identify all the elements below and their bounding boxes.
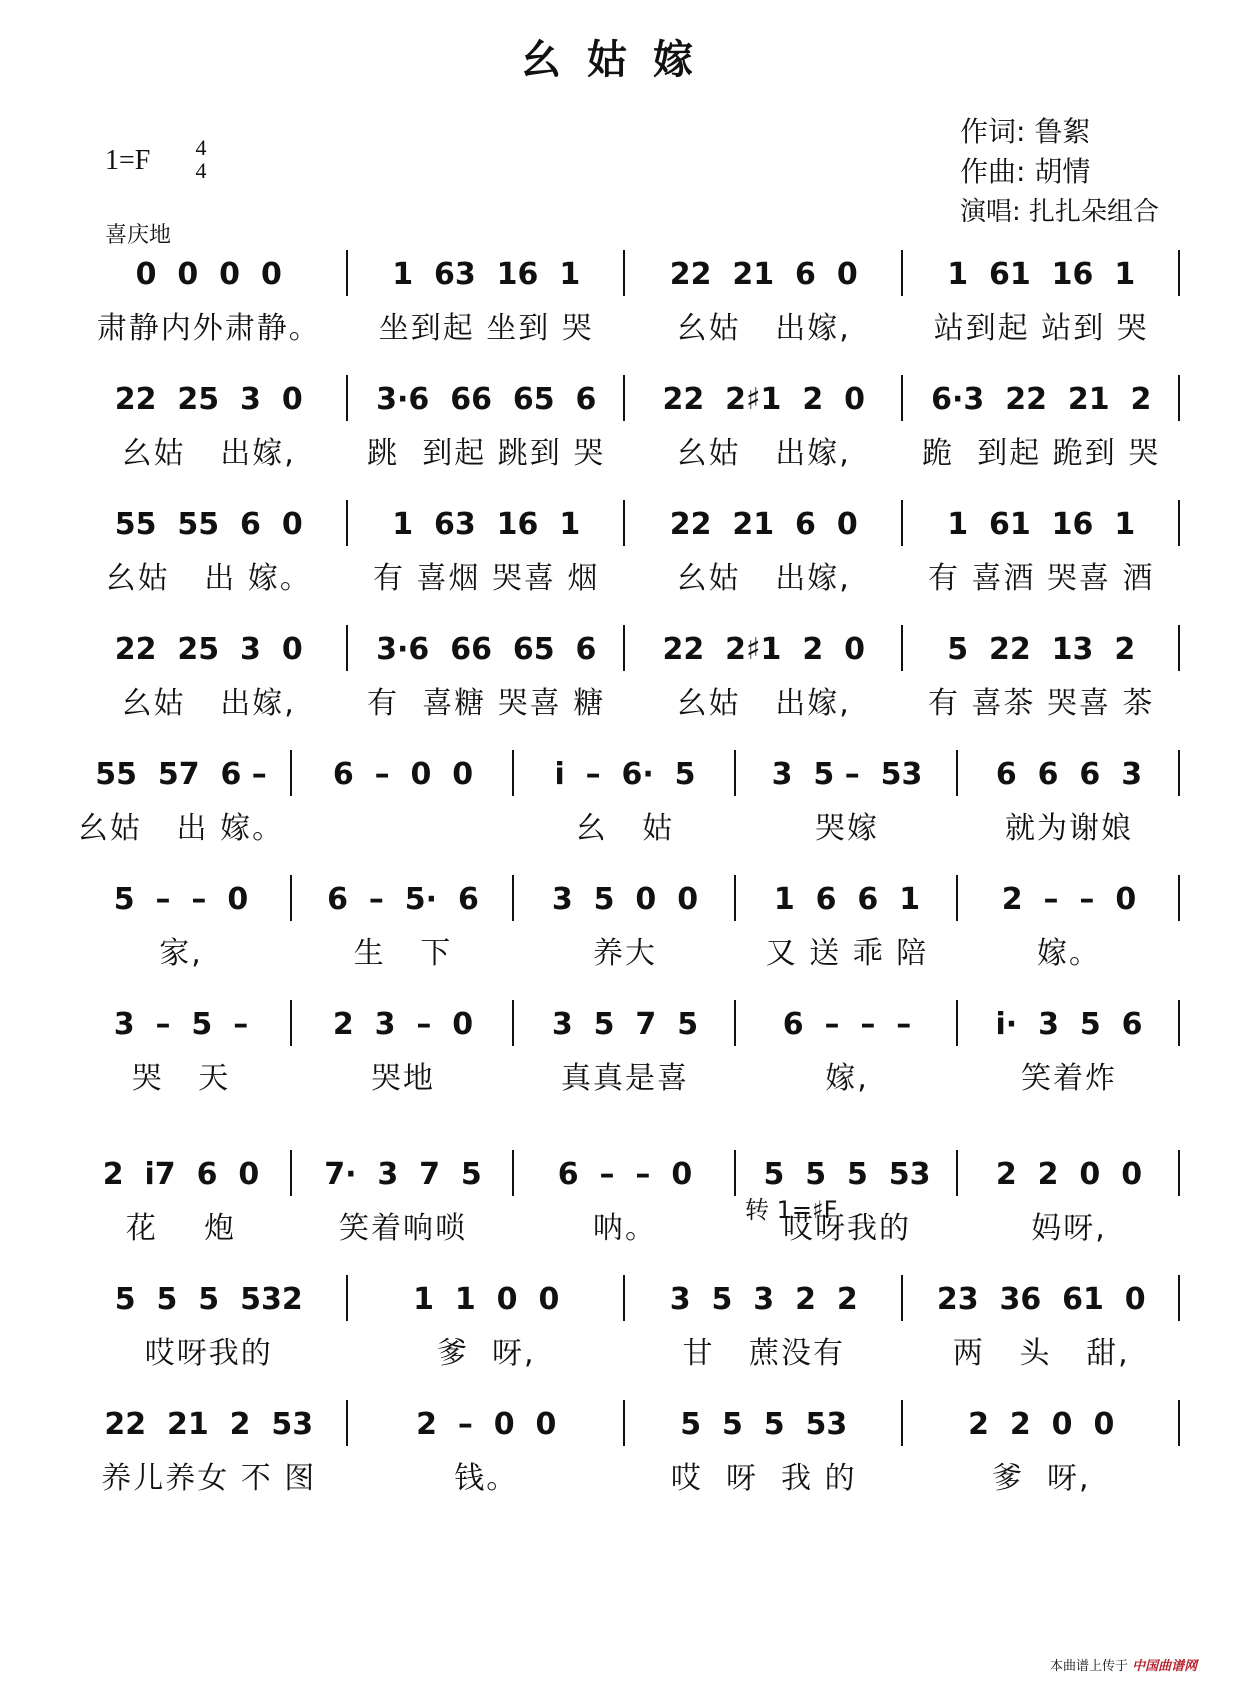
score-system <box>70 1000 1180 1110</box>
lyric-segment: 有 喜糖 哭喜 糖 <box>367 686 606 721</box>
notation-row <box>70 375 1180 423</box>
barline <box>1178 625 1180 671</box>
lyric-segment: 跪 到起 跪到 哭 <box>922 436 1161 471</box>
measure: 6 6 6 3 <box>995 756 1143 792</box>
measure: 0 0 0 0 <box>135 256 282 292</box>
barline <box>1178 375 1180 421</box>
measure: 22 21 6 0 <box>669 256 858 292</box>
measure: 1 1 0 0 <box>413 1281 560 1317</box>
measure: 1 61 16 1 <box>947 506 1136 542</box>
lyrics-row <box>70 1327 1180 1373</box>
lyric-segment: 哎呀我的 <box>783 1211 911 1246</box>
barline <box>1178 1000 1180 1046</box>
measure: 6 – 5· 6 <box>327 881 479 917</box>
barline <box>1178 750 1180 796</box>
measure: 3 5 – 53 <box>771 756 923 792</box>
lyric-segment: 幺姑 出 嫁。 <box>77 811 285 846</box>
measure: 55 55 6 0 <box>114 506 303 542</box>
lyric-segment: 爹 呀, <box>436 1336 536 1371</box>
score-system <box>70 375 1180 485</box>
measure: 2 – 0 0 <box>416 1406 557 1442</box>
time-signature-bottom: 4 <box>195 158 207 183</box>
measure: 3·6 66 65 6 <box>376 381 597 417</box>
notation-row <box>70 625 1180 673</box>
lyric-segment: 花 炮 <box>125 1211 237 1246</box>
lyric-segment: 妈呀, <box>1031 1211 1107 1246</box>
measure: 2 3 – 0 <box>332 1006 474 1042</box>
lyric-segment: 站到起 站到 哭 <box>933 311 1149 346</box>
footer <box>1050 1655 1197 1674</box>
measure: 3 5 3 2 2 <box>669 1281 858 1317</box>
lyric-segment: 肃静内外肃静。 <box>96 311 321 346</box>
credits <box>960 112 1159 232</box>
lyric-segment: 甘 蔗没有 <box>682 1336 846 1371</box>
lyric-segment: 就为谢娘 <box>1005 811 1133 846</box>
lyric-segment: 有 喜茶 哭喜 茶 <box>927 686 1155 721</box>
notation-row <box>70 250 1180 298</box>
lyricist-credit: 作词: 鲁絮 <box>960 115 1091 148</box>
score-system <box>70 1275 1180 1385</box>
measure: 3 – 5 – <box>113 1006 249 1042</box>
lyrics-row <box>70 552 1180 598</box>
lyric-segment: 幺姑 出嫁, <box>676 561 851 596</box>
measure: 2 – – 0 <box>1001 881 1137 917</box>
notation-row <box>70 750 1180 798</box>
lyrics-row <box>70 1452 1180 1498</box>
lyric-segment: 呐。 <box>593 1211 657 1246</box>
performer-credit: 演唱: 扎扎朵组合 <box>960 197 1160 227</box>
measure: 6 – 0 0 <box>332 756 474 792</box>
lyrics-row <box>70 927 1180 973</box>
lyric-segment: 哭嫁 <box>815 811 879 846</box>
score-system <box>70 500 1180 610</box>
barline <box>1178 250 1180 296</box>
measure: 22 25 3 0 <box>114 631 303 667</box>
lyrics-row <box>70 802 1180 848</box>
time-signature <box>190 136 212 182</box>
lyric-segment: 笑着响唢 <box>339 1211 467 1246</box>
lyric-segment: 养大 <box>593 936 657 971</box>
notation-row <box>70 500 1180 548</box>
lyrics-row <box>70 1052 1180 1098</box>
measure: 5 5 5 532 <box>114 1281 303 1317</box>
barline <box>1178 1150 1180 1196</box>
measure: 7· 3 7 5 <box>324 1156 482 1192</box>
measure: 6 – – – <box>782 1006 912 1042</box>
lyric-segment: 坐到起 坐到 哭 <box>378 311 594 346</box>
lyric-segment: 笑着炸 <box>1021 1061 1117 1096</box>
measure: 6 – – 0 <box>557 1156 693 1192</box>
lyric-segment: 跳 到起 跳到 哭 <box>367 436 606 471</box>
lyric-segment: 有 喜烟 哭喜 烟 <box>372 561 600 596</box>
notation-row <box>70 1150 1180 1198</box>
lyric-segment: 哎 呀 我 的 <box>670 1461 857 1496</box>
site-logo: 中国曲谱网 <box>1132 1659 1198 1674</box>
measure: 1 61 16 1 <box>947 256 1136 292</box>
lyric-segment: 又 送 乖 陪 <box>765 936 929 971</box>
lyric-segment: 幺姑 出嫁, <box>676 686 851 721</box>
lyric-segment: 两 头 甜, <box>952 1336 1130 1371</box>
score-system <box>70 1400 1180 1510</box>
measure: 5 5 5 53 <box>680 1406 848 1442</box>
song-title: 幺姑嫁 <box>521 37 719 83</box>
measure: 22 2♯1 2 0 <box>662 631 865 667</box>
lyric-segment: 钱。 <box>454 1461 519 1496</box>
measure: 3 5 7 5 <box>551 1006 699 1042</box>
lyric-segment: 真真是喜 <box>561 1061 689 1096</box>
measure: 1 6 6 1 <box>773 881 921 917</box>
lyric-segment: 嫁, <box>825 1061 869 1096</box>
measure: 6·3 22 21 2 <box>931 381 1152 417</box>
composer-credit: 作曲: 胡情 <box>960 155 1091 188</box>
barline <box>1178 1275 1180 1321</box>
score-system <box>70 250 1180 360</box>
lyric-segment: 幺 姑 <box>575 811 675 846</box>
notation-row <box>70 1400 1180 1448</box>
measure: 2 2 0 0 <box>968 1406 1115 1442</box>
barline <box>1178 1400 1180 1446</box>
score-system <box>70 750 1180 860</box>
lyric-segment: 幺姑 出 嫁。 <box>105 561 312 596</box>
lyrics-row <box>70 427 1180 473</box>
barline <box>1178 500 1180 546</box>
lyric-segment: 养儿养女 不 图 <box>101 1461 317 1496</box>
measure: 5 5 5 53 <box>763 1156 931 1192</box>
measure: 23 36 61 0 <box>936 1281 1146 1317</box>
lyrics-row <box>70 302 1180 348</box>
measure: 3·6 66 65 6 <box>376 631 597 667</box>
measure: 1 63 16 1 <box>392 256 581 292</box>
lyrics-row <box>70 677 1180 723</box>
lyric-segment: 幺姑 出嫁, <box>676 311 851 346</box>
lyrics-row <box>70 1202 1180 1248</box>
lyric-segment: 家, <box>159 936 203 971</box>
footer-text: 本曲谱上传于 <box>1050 1659 1129 1674</box>
barline <box>1178 875 1180 921</box>
measure: i – 6· 5 <box>554 756 696 792</box>
lyric-segment: 爹 呀, <box>991 1461 1091 1496</box>
lyric-segment: 幺姑 出嫁, <box>121 436 296 471</box>
measure: 55 57 6 – <box>95 756 267 792</box>
measure: 2 i7 6 0 <box>102 1156 260 1192</box>
measure: 2 2 0 0 <box>995 1156 1143 1192</box>
lyric-segment: 嫁。 <box>1037 936 1101 971</box>
measure: 5 22 13 2 <box>947 631 1136 667</box>
measure: 22 25 3 0 <box>114 381 303 417</box>
lyric-segment: 幺姑 出嫁, <box>121 686 296 721</box>
score-system <box>70 625 1180 735</box>
notation-row <box>70 1000 1180 1048</box>
lyric-segment: 哭 天 <box>131 1061 231 1096</box>
measure: 5 – – 0 <box>113 881 249 917</box>
notation-row <box>70 1275 1180 1323</box>
measure: i· 3 5 6 <box>995 1006 1143 1042</box>
lyric-segment: 哭地 <box>371 1061 435 1096</box>
measure: 22 21 2 53 <box>104 1406 314 1442</box>
measure: 22 21 6 0 <box>669 506 858 542</box>
lyric-segment: 生 下 <box>353 936 453 971</box>
key-change: 转 1=♯F <box>745 1196 838 1224</box>
measure: 1 63 16 1 <box>392 506 581 542</box>
measure: 22 2♯1 2 0 <box>662 381 865 417</box>
time-signature-top: 4 <box>195 135 207 160</box>
notation-row <box>70 875 1180 923</box>
lyric-segment: 有 喜酒 哭喜 酒 <box>927 561 1155 596</box>
lyric-segment: 幺姑 出嫁, <box>676 436 851 471</box>
score-system <box>70 875 1180 985</box>
lyric-segment: 哎呀我的 <box>144 1336 273 1371</box>
score-system <box>70 1150 1180 1260</box>
tempo-marking: 喜庆地 <box>105 223 172 248</box>
lyric-segment <box>292 802 514 848</box>
measure: 3 5 0 0 <box>551 881 699 917</box>
key-signature: 1=F <box>105 145 151 176</box>
